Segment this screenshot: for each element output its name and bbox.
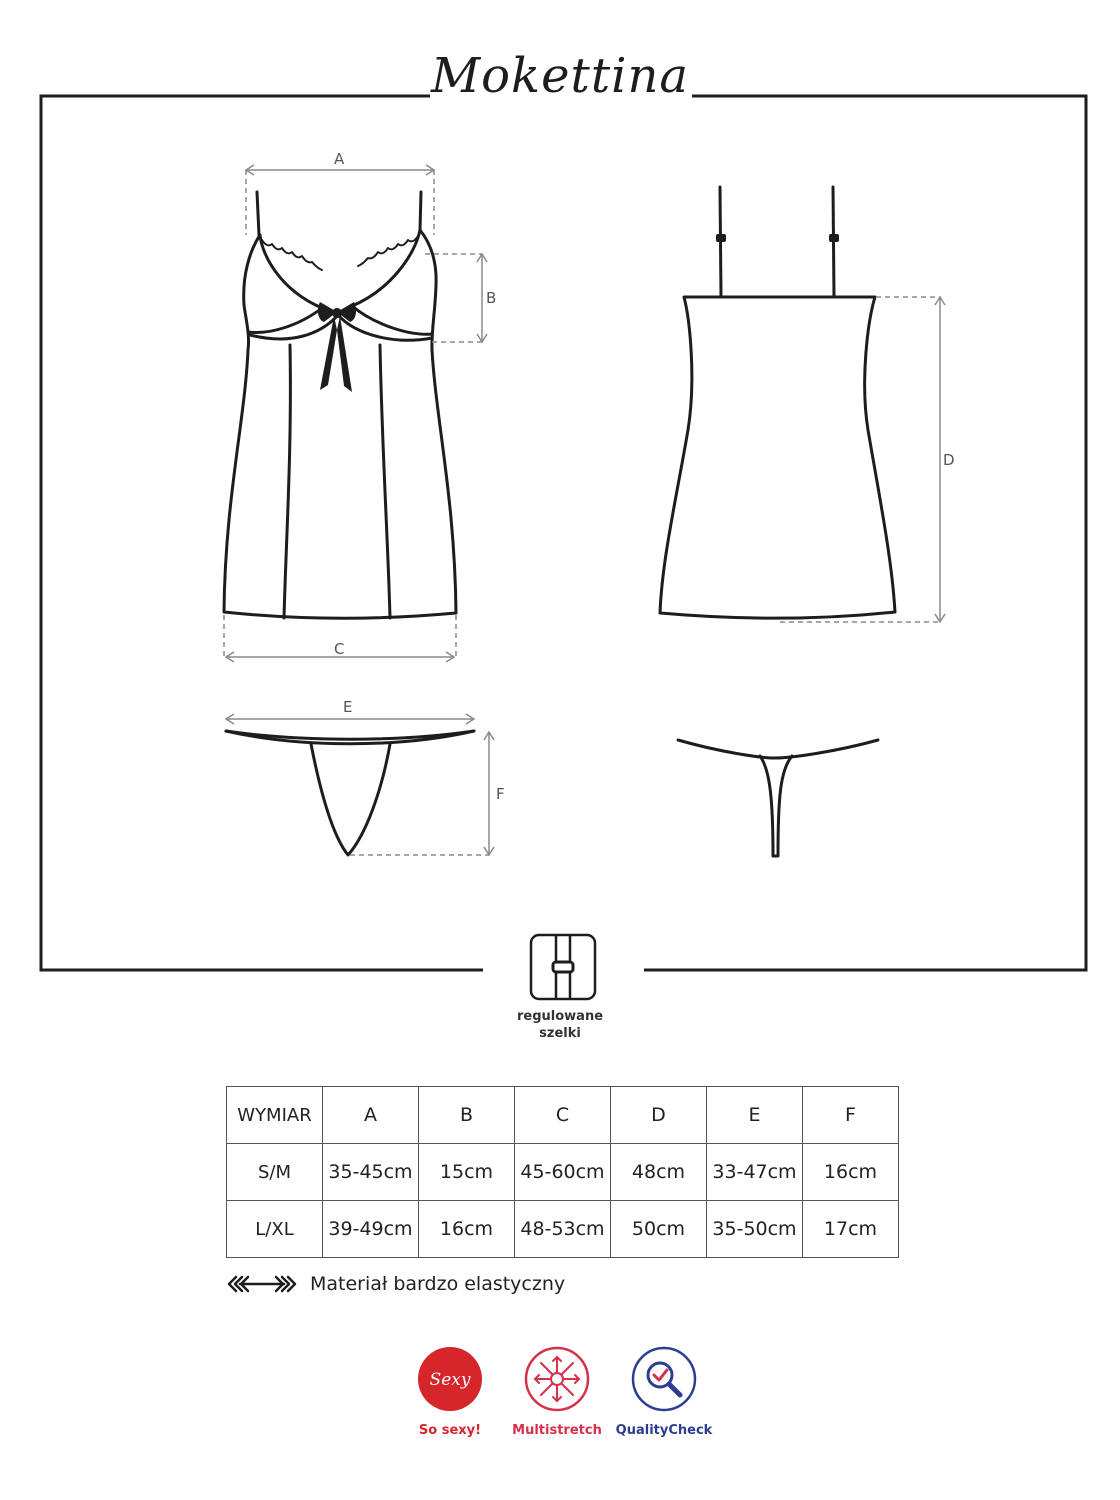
badge-multistretch [497, 1345, 617, 1438]
sexy-icon [416, 1345, 484, 1413]
table-cell: 16cm [419, 1201, 515, 1258]
bow-icon [318, 302, 356, 392]
stretch-note [226, 1270, 565, 1298]
dimension-label-a: A [334, 150, 345, 168]
table-header-row [227, 1087, 899, 1144]
dimension-label-e: E [343, 698, 353, 716]
table-cell: 50cm [611, 1201, 707, 1258]
table-cell: 17cm [803, 1201, 899, 1258]
dimension-label-f: F [496, 785, 505, 803]
table-cell: L/XL [227, 1201, 323, 1258]
thong-front-view [226, 731, 474, 855]
thong-back-view [678, 740, 878, 856]
table-cell: 48cm [611, 1144, 707, 1201]
feature-label-line1: regulowane [516, 1009, 604, 1024]
table-header-cell: C [515, 1087, 611, 1144]
feature-label-line2: szelki [539, 1026, 581, 1041]
table-header-cell: E [707, 1087, 803, 1144]
badge-caption: QualityCheck [615, 1423, 713, 1438]
feature-label [490, 1008, 630, 1042]
dimension-label-b: B [486, 289, 497, 307]
dimension-lines [224, 165, 945, 855]
sexy-icon-text: Sexy [429, 1370, 471, 1390]
table-header-cell: F [803, 1087, 899, 1144]
table-cell: 15cm [419, 1144, 515, 1201]
badge-so-sexy [390, 1345, 510, 1438]
brand-logo: Mokettina [431, 48, 689, 104]
table-cell: 39-49cm [323, 1201, 419, 1258]
table-row [227, 1201, 899, 1258]
table-row [227, 1144, 899, 1201]
table-header-cell: B [419, 1087, 515, 1144]
dimension-label-c: C [334, 640, 345, 658]
table-cell: S/M [227, 1144, 323, 1201]
table-header-cell: WYMIAR [227, 1087, 323, 1144]
adjustable-strap-icon [531, 935, 595, 999]
table-cell: 35-50cm [707, 1201, 803, 1258]
table-cell: 16cm [803, 1144, 899, 1201]
frame [41, 96, 1086, 970]
table-cell: 35-45cm [323, 1144, 419, 1201]
strap-slider-icon [716, 234, 839, 242]
stretch-note-text: Materiał bardzo elastyczny [310, 1273, 566, 1295]
chemise-back-view [660, 187, 895, 618]
table-header-cell: D [611, 1087, 707, 1144]
table-cell: 33-47cm [707, 1144, 803, 1201]
quality-check-icon [630, 1345, 698, 1413]
multistretch-icon [523, 1345, 591, 1413]
badge-quality-check [604, 1345, 724, 1438]
dimension-label-d: D [943, 451, 955, 469]
table-header-cell: A [323, 1087, 419, 1144]
badge-caption: Multistretch [512, 1423, 602, 1438]
badge-caption: So sexy! [418, 1423, 482, 1438]
table-cell: 45-60cm [515, 1144, 611, 1201]
table-cell: 48-53cm [515, 1201, 611, 1258]
size-table [226, 1086, 899, 1258]
stretch-arrows-icon [226, 1274, 298, 1294]
chemise-front-view [224, 192, 456, 618]
